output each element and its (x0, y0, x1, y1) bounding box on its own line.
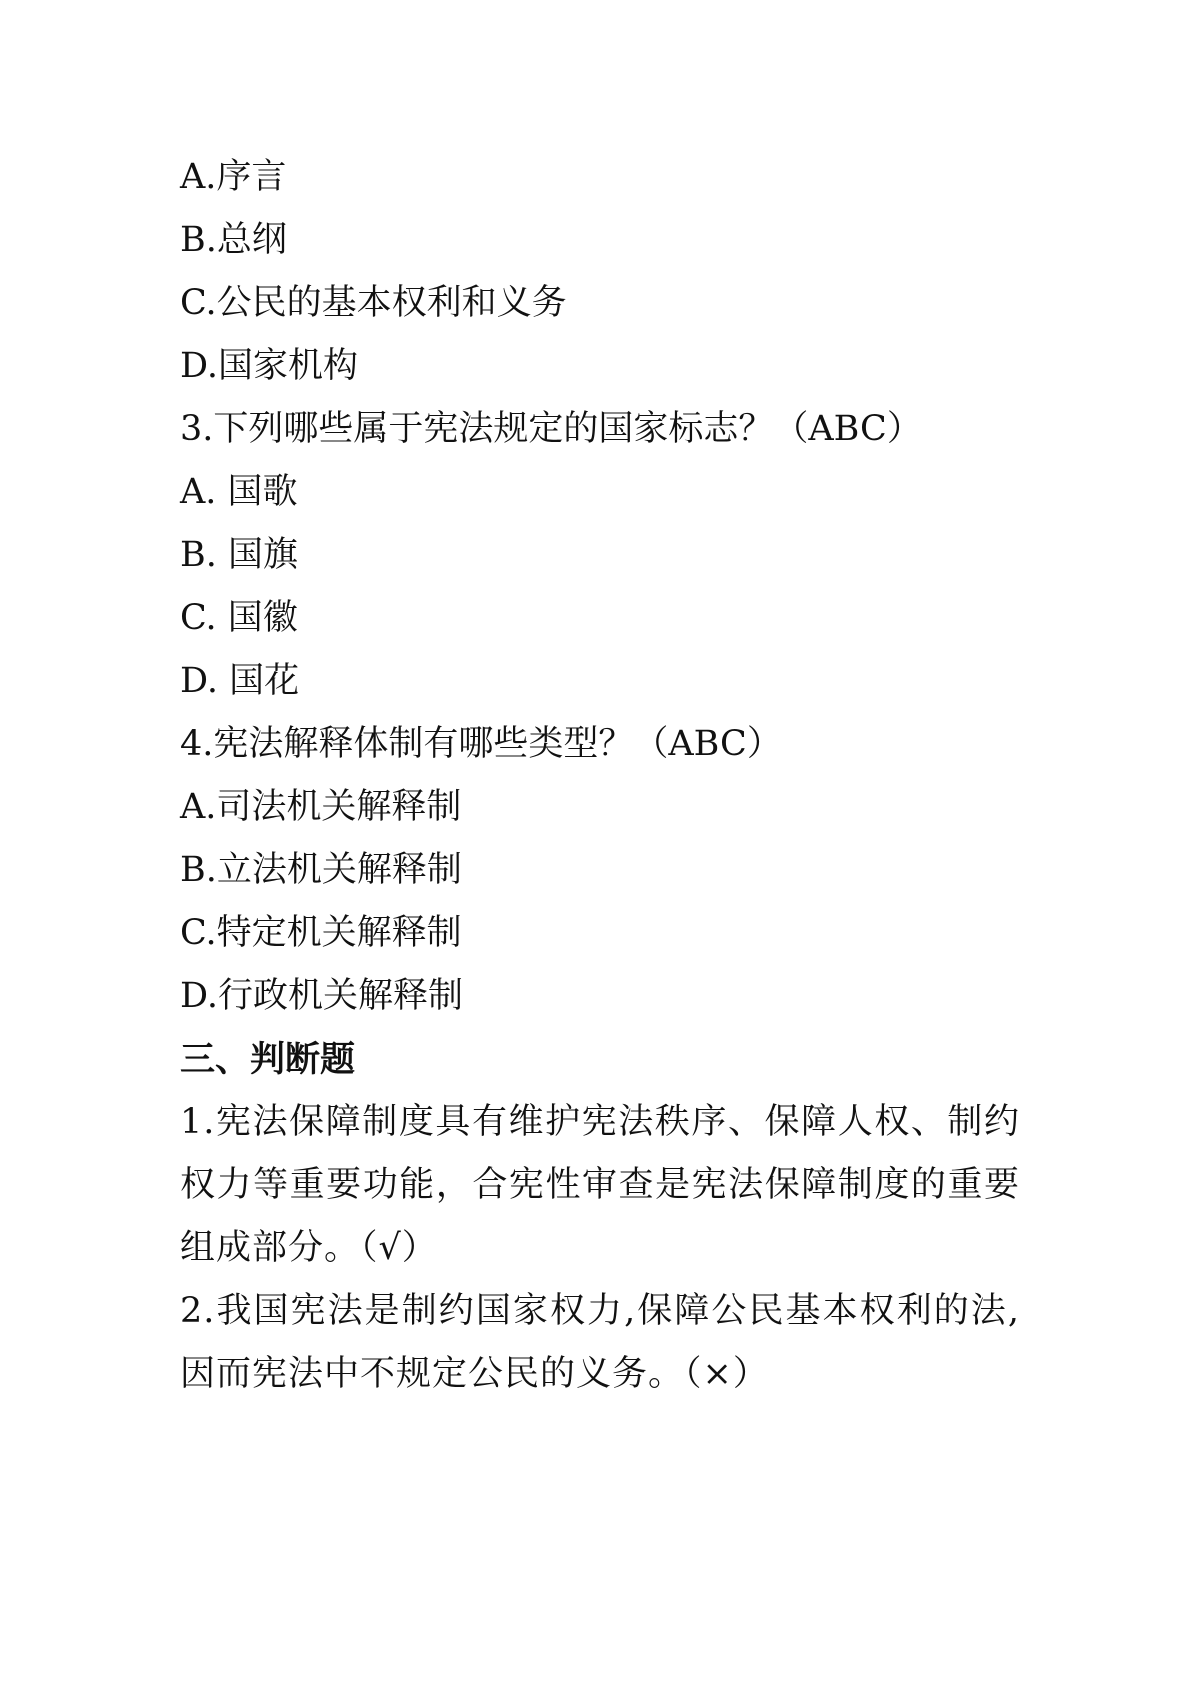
q2-option-a: A.序言 (180, 157, 287, 197)
true-false-item-1: 1.宪法保障制度具有维护宪法秩序、保障人权、制约权力等重要功能，合宪性审查是宪法保障制度的重要组成部分。（√） (180, 1102, 1020, 1268)
q2-option-c: C.公民的基本权利和义务 (180, 283, 567, 323)
q4-option-c: C.特定机关解释制 (180, 913, 462, 953)
q4-option-a: A.司法机关解释制 (180, 787, 462, 827)
q4-question: 4.宪法解释体制有哪些类型？（ABC） (180, 724, 782, 764)
q3-option-d: D. 国花 (180, 661, 300, 701)
q4-option-b: B.立法机关解释制 (180, 850, 462, 890)
q4-option-d: D.行政机关解释制 (180, 976, 463, 1016)
q3-option-a: A. 国歌 (180, 472, 298, 512)
page-content (180, 146, 1020, 1406)
q3-question: 3.下列哪些属于宪法规定的国家标志？（ABC） (180, 409, 922, 449)
true-false-item-2: 2.我国宪法是制约国家权力,保障公民基本权利的法,因而宪法中不规定公民的义务。（×） (180, 1291, 1020, 1394)
q3-option-c: C. 国徽 (180, 598, 298, 638)
section-heading-true-false: 三、判断题 (180, 1039, 356, 1080)
q3-option-b: B. 国旗 (180, 535, 298, 575)
q2-option-d: D.国家机构 (180, 346, 358, 386)
q2-option-b: B.总纲 (180, 220, 287, 260)
